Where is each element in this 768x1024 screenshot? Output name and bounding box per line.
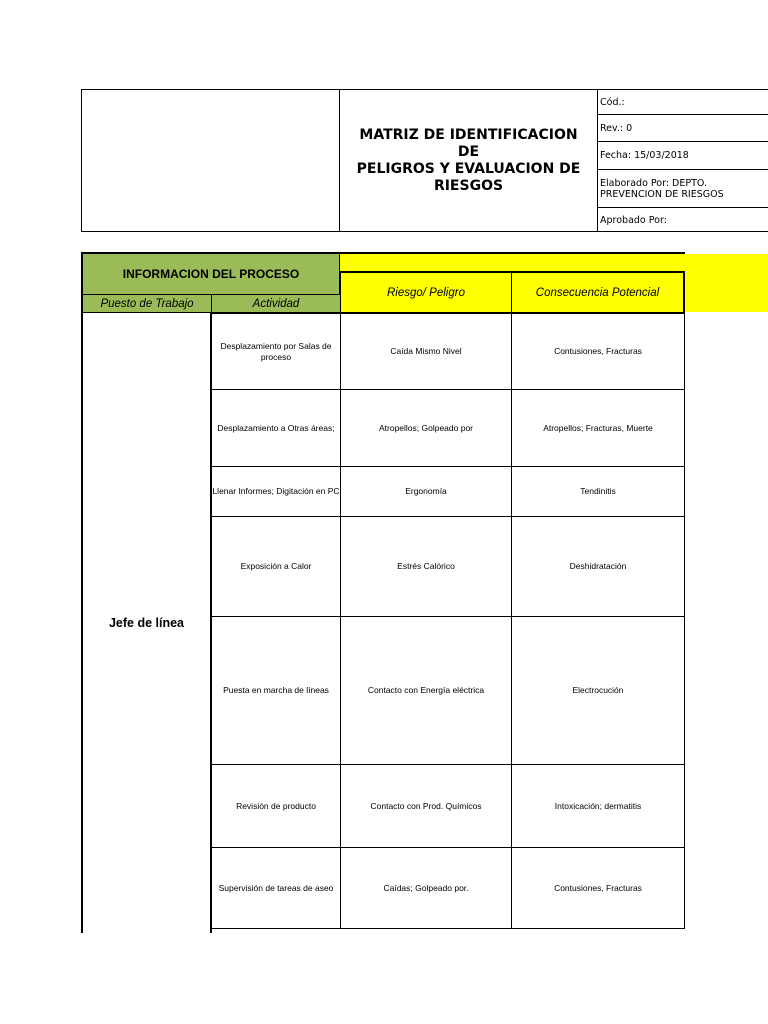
logo-area — [81, 89, 340, 232]
consecuencia-cell: Deshidratación — [511, 516, 685, 617]
riesgo-cell: Contacto con Prod. Químicos — [340, 764, 512, 848]
riesgo-cell: Caídas; Golpeado por. — [340, 847, 512, 929]
meta-elaborated-by: Elaborado Por: DEPTO. PREVENCION DE RIESGOS — [598, 170, 768, 208]
yellow-band-right — [685, 254, 768, 312]
col-header-riesgo: Riesgo/ Peligro — [340, 271, 512, 313]
riesgo-cell: Estrés Calórico — [340, 516, 512, 617]
document-title: MATRIZ DE IDENTIFICACION DE PELIGROS Y EVALUACION DE RIESGOS — [356, 126, 581, 194]
document-header — [81, 89, 768, 234]
meta-approved-by: Aprobado Por: — [600, 215, 667, 226]
riesgo-cell: Caída Mismo Nivel — [340, 313, 512, 390]
meta-revision: Rev.: 0 — [598, 115, 768, 142]
actividad-cell: Puesta en marcha de líneas — [212, 616, 341, 765]
document-title-cell — [340, 89, 597, 232]
actividad-cell: Revisión de producto — [212, 764, 341, 848]
consecuencia-cell: Tendinitis — [511, 466, 685, 517]
col-header-actividad: Actividad — [211, 294, 341, 313]
col-header-puesto: Puesto de Trabajo — [81, 294, 212, 313]
consecuencia-cell: Intoxicación; dermatitis — [511, 764, 685, 848]
consecuencia-cell: Contusiones, Fracturas — [511, 313, 685, 390]
document-meta — [597, 89, 768, 232]
actividad-cell: Llenar Informes; Digitación en PC — [212, 466, 341, 517]
riesgo-cell: Contacto con Energía eléctrica — [340, 616, 512, 765]
section-title: INFORMACION DEL PROCESO — [81, 254, 340, 294]
col-header-consecuencia: Consecuencia Potencial — [511, 271, 685, 313]
consecuencia-cell: Contusiones, Fracturas — [511, 847, 685, 929]
meta-code: Cód.: — [598, 90, 768, 115]
actividad-cell: Desplazamiento a Otras áreas; — [212, 389, 341, 467]
actividad-cell: Desplazamiento por Salas de proceso — [212, 313, 341, 390]
consecuencia-cell: Atropellos; Fracturas, Muerte — [511, 389, 685, 467]
actividad-cell: Exposición a Calor — [212, 516, 341, 617]
puesto-cell: Jefe de línea — [81, 313, 212, 933]
riesgo-cell: Ergonomía — [340, 466, 512, 517]
meta-date: Fecha: 15/03/2018 — [598, 142, 768, 170]
actividad-cell: Supervisión de tareas de aseo — [212, 847, 341, 929]
consecuencia-cell: Electrocución — [511, 616, 685, 765]
riesgo-cell: Atropellos; Golpeado por — [340, 389, 512, 467]
